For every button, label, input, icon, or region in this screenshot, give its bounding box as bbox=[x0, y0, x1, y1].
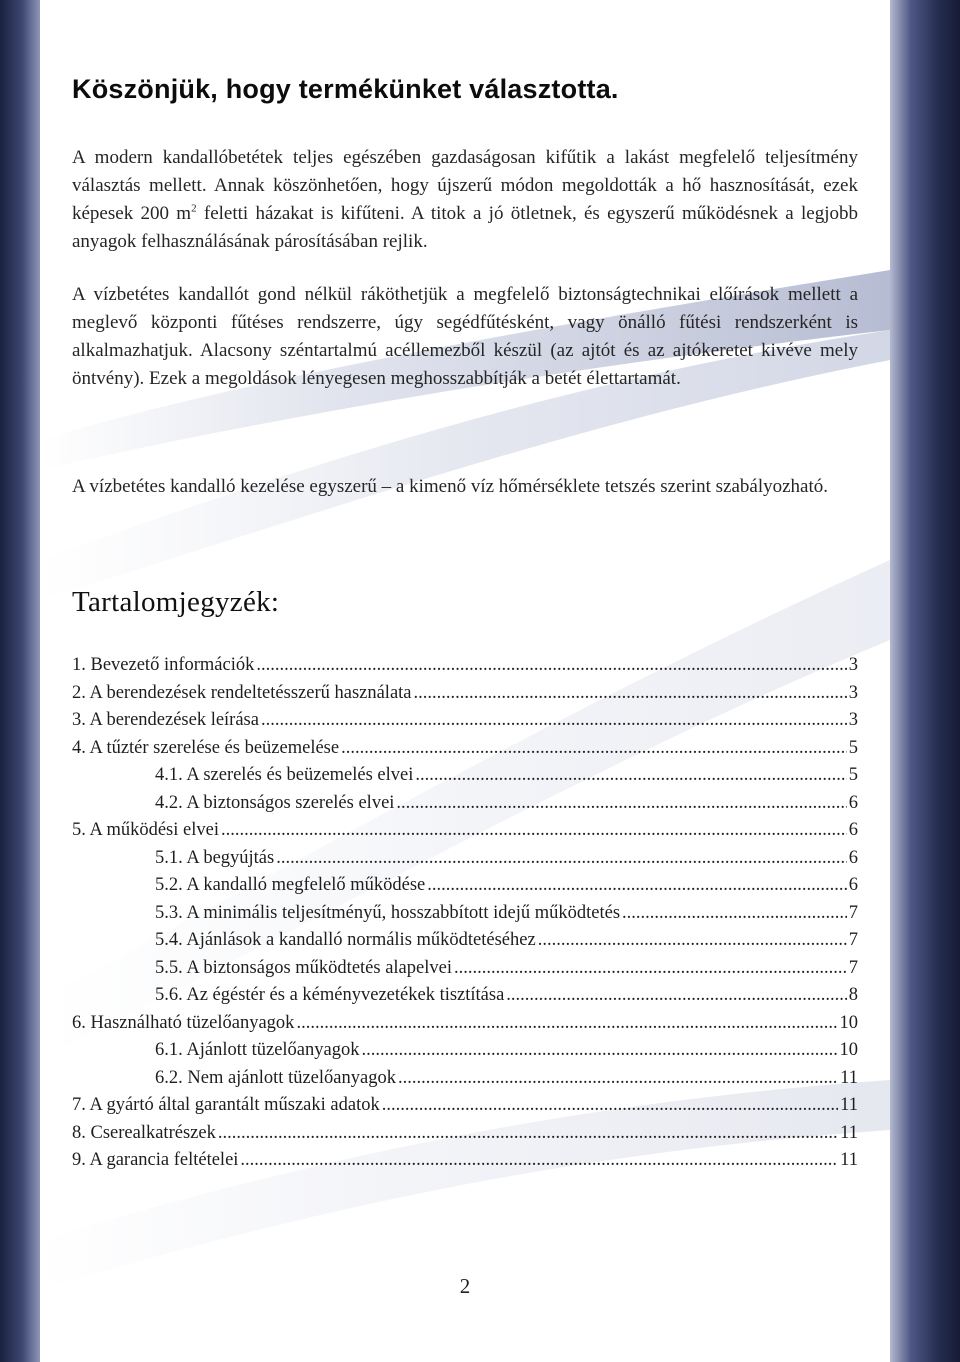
toc-entry[interactable] bbox=[72, 930, 858, 958]
intro-paragraph-text: A modern kandallóbetétek teljes egészében gazdaságosan kifűtik a lakást megfelelő teljesítmény választás mellett. Annak köszönhetően, hogy újszerű módon megoldották a hő hasznosítását, ezek képesek 200 m bbox=[72, 147, 858, 224]
toc-dot-leader bbox=[341, 738, 847, 759]
toc-entry-page: 6 bbox=[848, 820, 858, 840]
toc-entry[interactable] bbox=[72, 1040, 858, 1068]
operation-paragraph: A vízbetétes kandalló kezelése egyszerű – a kimenő víz hőmérséklete tetszés szerint szabályozható. bbox=[72, 476, 829, 497]
toc-dot-leader bbox=[538, 930, 847, 951]
toc-entry[interactable] bbox=[72, 683, 858, 711]
toc-entry[interactable] bbox=[72, 1123, 858, 1151]
toc-entry[interactable] bbox=[72, 848, 858, 876]
toc-entry[interactable] bbox=[72, 710, 858, 738]
superscript-2: 2 bbox=[191, 202, 197, 215]
toc-dot-leader bbox=[296, 1013, 837, 1034]
toc-entry-page: 3 bbox=[848, 655, 858, 675]
page-title: Köszönjük, hogy termékünket választotta. bbox=[72, 74, 619, 104]
toc-entry-page: 7 bbox=[848, 957, 858, 978]
toc-dot-leader bbox=[506, 985, 846, 1006]
toc-entry-label: 5.2. A kandalló megfelelő működése bbox=[155, 875, 426, 895]
toc-dot-leader bbox=[396, 793, 846, 814]
toc-dot-leader bbox=[398, 1068, 838, 1089]
intro-paragraph-tail: feletti házakat is kifűteni. A titok a jó ötletnek, és egyszerű működésnek a legjobb anyagok felhasználásának párosításában rejlik. bbox=[72, 203, 858, 252]
intro-paragraph bbox=[72, 144, 858, 256]
toc-entry-label: 5.1. A begyújtás bbox=[155, 847, 275, 868]
toc-entry-label: 7. A gyártó által garantált műszaki adatok bbox=[72, 1095, 380, 1115]
toc-entry-page: 8 bbox=[848, 985, 858, 1005]
toc-entry[interactable] bbox=[72, 820, 858, 848]
toc-entry-page: 6 bbox=[848, 792, 858, 813]
toc-dot-leader bbox=[261, 710, 847, 731]
toc-entry[interactable] bbox=[72, 793, 858, 821]
toc-entry-page: 5 bbox=[848, 737, 858, 758]
toc-entry-page: 11 bbox=[840, 1095, 858, 1115]
water-insert-paragraph: A vízbetétes kandallót gond nélkül ráköthetjük a megfelelő biztonságtechnikai előírások mellett a meglevő központi fűtéses rendszerre, úgy segédfűtésként, vagy önálló fűtési rendszerként is alkalmazhatjuk. Alacsony széntartalmú acéllemezből készül (az ajtót és az ajtókeretet kivéve mely öntvény). Ezek a megoldások lényegesen meghosszabbítják a betét élettartamát. bbox=[72, 284, 858, 389]
page-number: 2 bbox=[459, 1274, 471, 1298]
toc-entry-page: 6 bbox=[848, 847, 858, 868]
toc-entry[interactable] bbox=[72, 1068, 858, 1096]
toc-heading: Tartalomjegyzék: bbox=[72, 586, 280, 618]
toc-dot-leader bbox=[382, 1095, 838, 1116]
toc-entry-page: 11 bbox=[840, 1067, 858, 1088]
toc-entry-page: 7 bbox=[848, 930, 858, 950]
table-of-contents bbox=[72, 655, 858, 1178]
toc-entry-page: 3 bbox=[848, 710, 858, 730]
toc-entry[interactable] bbox=[72, 875, 858, 903]
toc-entry-label: 2. A berendezések rendeltetésszerű használata bbox=[72, 682, 412, 703]
toc-entry[interactable] bbox=[72, 1095, 858, 1123]
toc-entry-label: 4.2. A biztonságos szerelés elvei bbox=[155, 792, 395, 813]
toc-entry-label: 5.4. Ajánlások a kandalló normális működtetéséhez bbox=[155, 930, 536, 950]
toc-entry-label: 6. Használható tüzelőanyagok bbox=[72, 1012, 295, 1033]
toc-entry-label: 4. A tűztér szerelése és beüzemelése bbox=[72, 737, 340, 758]
toc-entry-page: 11 bbox=[840, 1122, 858, 1143]
toc-dot-leader bbox=[622, 903, 847, 924]
left-border-band bbox=[0, 0, 40, 1362]
toc-dot-leader bbox=[218, 1123, 838, 1144]
toc-entry-label: 5.3. A minimális teljesítményű, hosszabbított idejű működtetés bbox=[155, 902, 621, 923]
toc-dot-leader bbox=[427, 875, 847, 896]
toc-entry[interactable] bbox=[72, 765, 858, 793]
toc-entry-label: 6.2. Nem ajánlott tüzelőanyagok bbox=[155, 1067, 396, 1088]
toc-dot-leader bbox=[414, 683, 847, 704]
toc-entry-label: 1. Bevezető információk bbox=[72, 655, 255, 675]
toc-entry-page: 5 bbox=[848, 765, 858, 785]
toc-entry-label: 4.1. A szerelés és beüzemelés elvei bbox=[155, 765, 414, 785]
toc-entry-page: 11 bbox=[840, 1150, 858, 1170]
toc-dot-leader bbox=[454, 958, 847, 979]
toc-entry-label: 6.1. Ajánlott tüzelőanyagok bbox=[155, 1040, 360, 1060]
toc-entry-page: 10 bbox=[839, 1040, 858, 1060]
toc-entry-label: 5.5. A biztonságos működtetés alapelvei bbox=[155, 957, 452, 978]
toc-entry[interactable] bbox=[72, 903, 858, 931]
toc-entry-page: 6 bbox=[848, 875, 858, 895]
toc-entry[interactable] bbox=[72, 738, 858, 766]
toc-entry[interactable] bbox=[72, 655, 858, 683]
toc-dot-leader bbox=[221, 820, 847, 841]
toc-entry-page: 7 bbox=[848, 902, 858, 923]
toc-entry-label: 3. A berendezések leírása bbox=[72, 710, 259, 730]
toc-entry[interactable] bbox=[72, 985, 858, 1013]
toc-dot-leader bbox=[362, 1040, 838, 1061]
toc-dot-leader bbox=[240, 1150, 838, 1171]
toc-entry-label: 5. A működési elvei bbox=[72, 820, 219, 840]
toc-dot-leader bbox=[276, 848, 847, 869]
toc-entry[interactable] bbox=[72, 958, 858, 986]
toc-entry[interactable] bbox=[72, 1013, 858, 1041]
toc-entry-label: 8. Cserealkatrészek bbox=[72, 1122, 216, 1143]
document-page bbox=[40, 0, 890, 1362]
toc-dot-leader bbox=[256, 655, 846, 676]
toc-entry-label: 5.6. Az égéstér és a kéményvezetékek tisztítása bbox=[155, 985, 505, 1005]
toc-entry-page: 10 bbox=[839, 1012, 858, 1033]
right-border-band bbox=[890, 0, 960, 1362]
toc-dot-leader bbox=[415, 765, 846, 786]
toc-entry[interactable] bbox=[72, 1150, 858, 1178]
toc-entry-label: 9. A garancia feltételei bbox=[72, 1150, 239, 1170]
toc-entry-page: 3 bbox=[848, 682, 858, 703]
